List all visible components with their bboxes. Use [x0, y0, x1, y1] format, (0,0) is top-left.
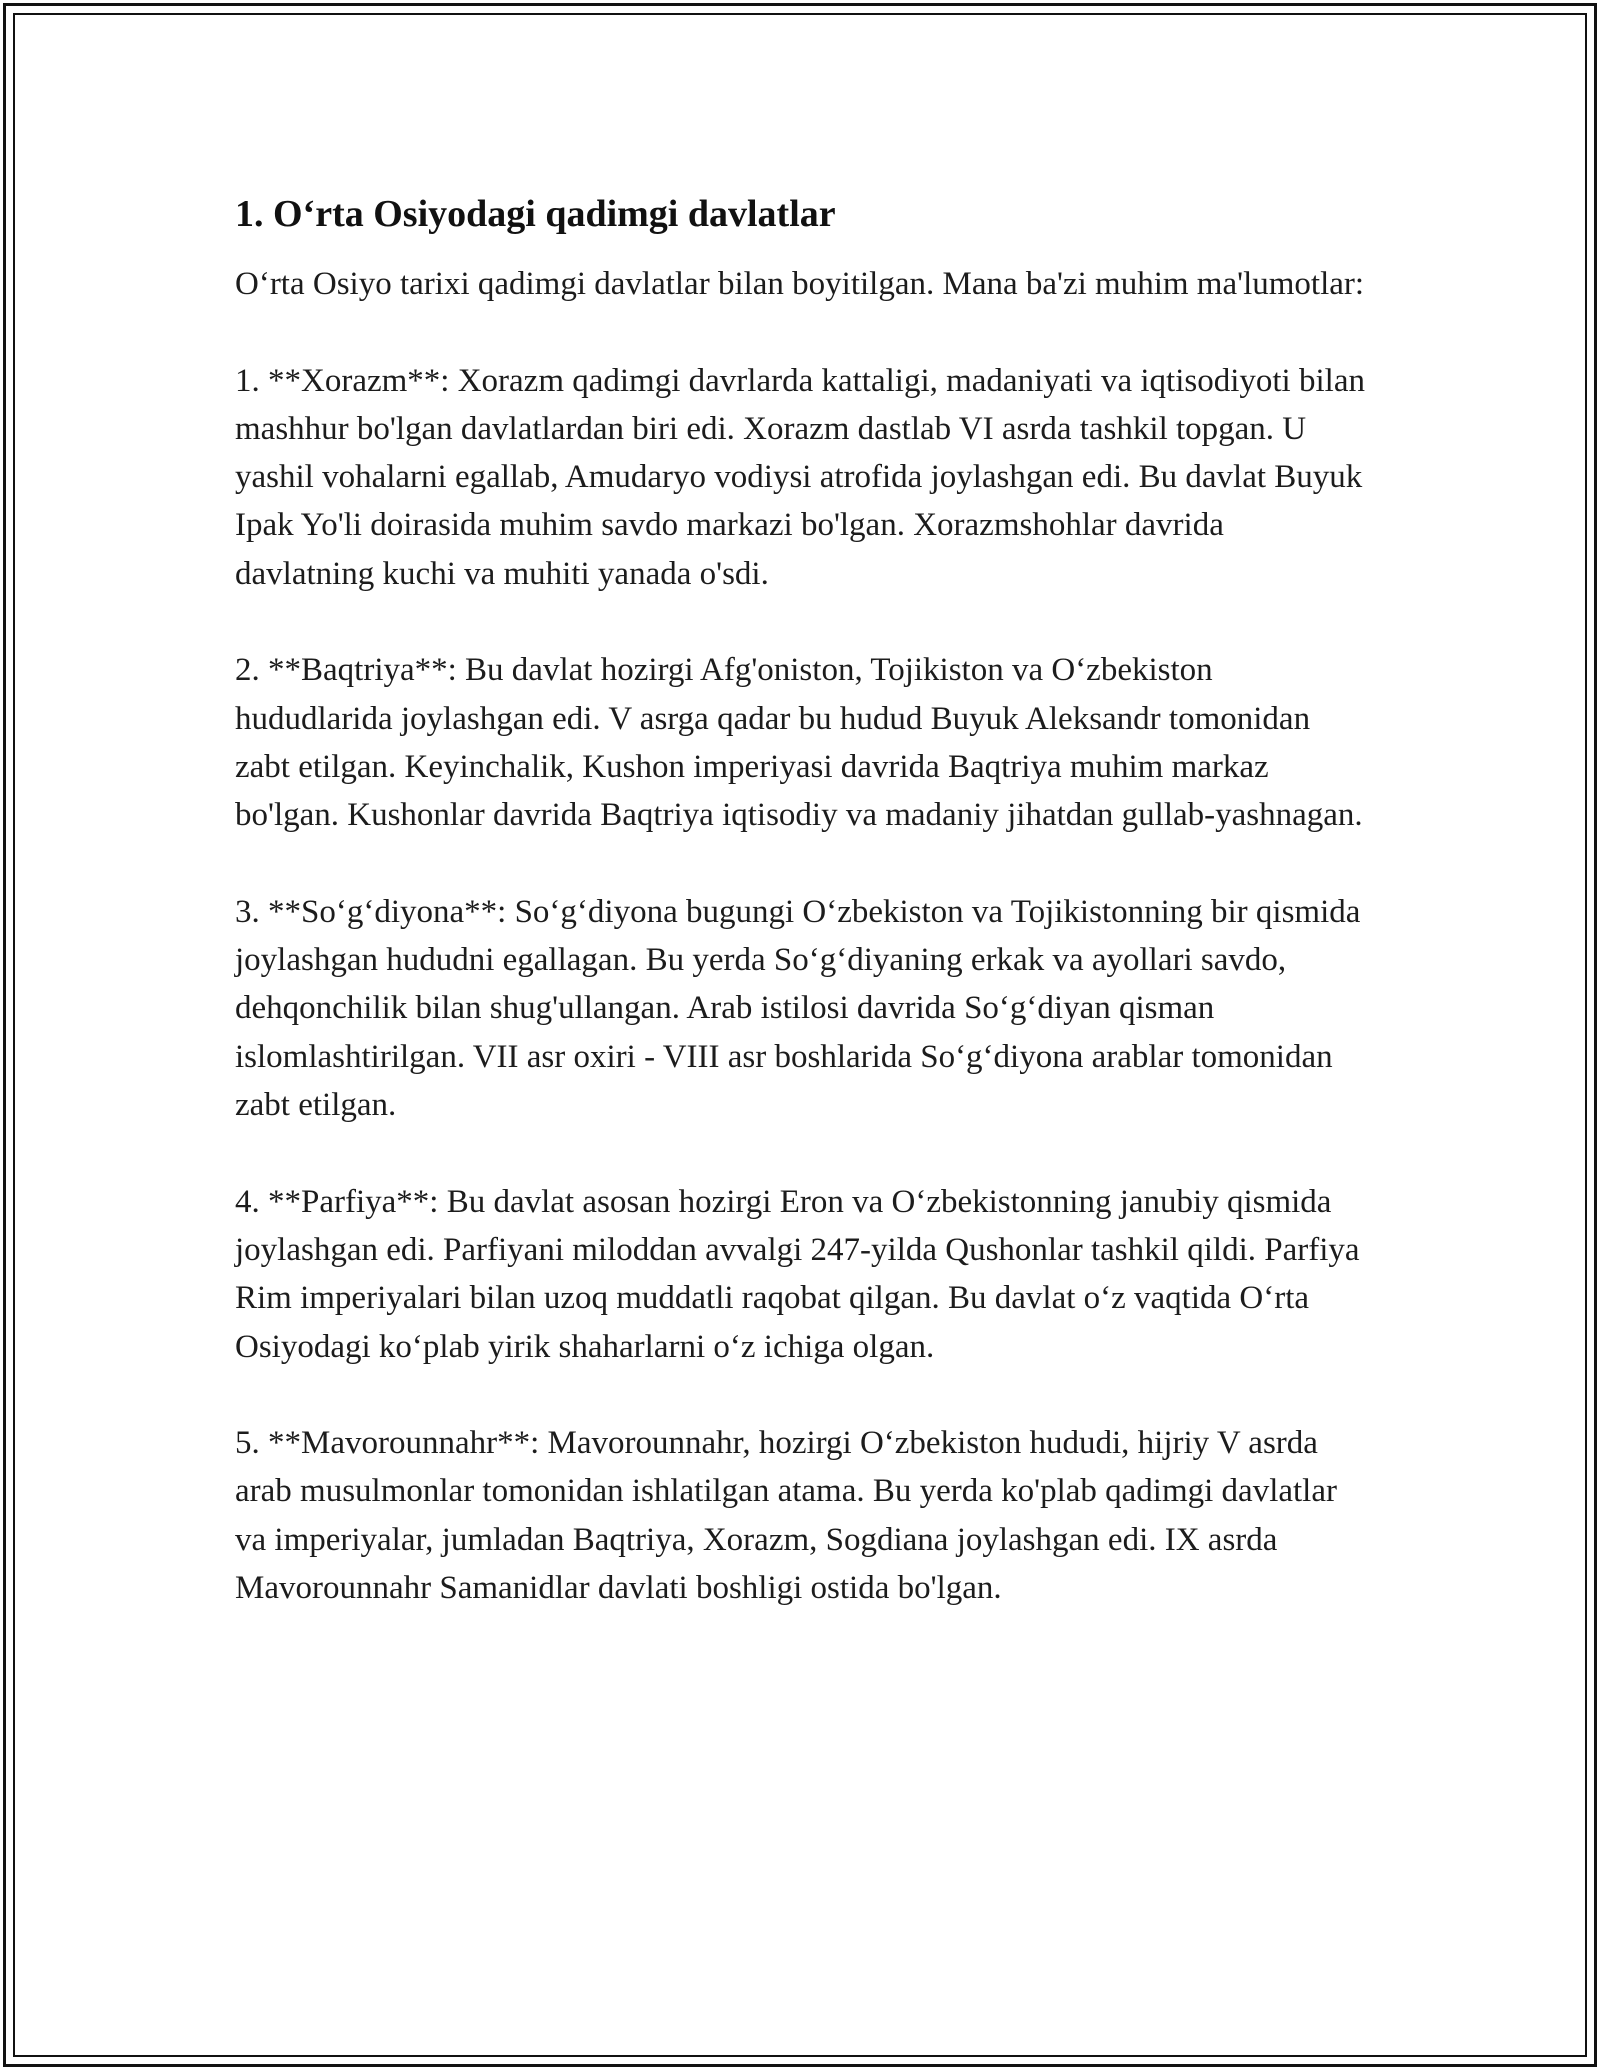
state-paragraph-baqtriya: 2. **Baqtriya**: Bu davlat hozirgi Afg'oniston, Tojikiston va O‘zbekiston hududlarida joylashgan edi. V asrga qadar bu hudud Buyuk Aleksandr tomonidan zabt etilgan. Keyinchalik, Kushon imperiyasi davrida Baqtriya muhim markaz bo'lgan. Kushonlar davrida Baqtriya iqtisodiy va madaniy jihatdan gullab-yashnagan. [235, 652, 1363, 834]
state-paragraph-xorazm: 1. **Xorazm**: Xorazm qadimgi davrlarda kattaligi, madaniyati va iqtisodiyoti bilan mashhur bo'lgan davlatlardan biri edi. Xorazm dastlab VI asrda tashkil topgan. U yashil vohalarni egallab, Amudaryo vodiysi atrofida joylashgan edi. Bu davlat Buyuk Ipak Yo'li doirasida muhim savdo markazi bo'lgan. Xorazmshohlar davrida davlatning kuchi va muhiti yanada o'sdi. [235, 362, 1365, 592]
state-paragraph-mavorounnahr: 5. **Mavorounnahr**: Mavorounnahr, hozirgi O‘zbekiston hududi, hijriy V asrda arab musulmonlar tomonidan ishlatilgan atama. Bu yerda ko'plab qadimgi davlatlar va imperiyalar, jumladan Baqtriya, Xorazm, Sogdiana joylashgan edi. IX asrda Mavorounnahr Samanidlar davlati boshligi ostida bo'lgan. [235, 1425, 1337, 1607]
intro-paragraph: O‘rta Osiyo tarixi qadimgi davlatlar bilan boyitilgan. Mana ba'zi muhim ma'lumotlar: [235, 266, 1365, 302]
state-paragraph-parfiya: 4. **Parfiya**: Bu davlat asosan hozirgi Eron va O‘zbekistonning janubiy qismida joylashgan edi. Parfiyani miloddan avvalgi 247-yilda Qushonlar tashkil qildi. Parfiya Rim imperiyalari bilan uzoq muddatli raqobat qilgan. Bu davlat o‘z vaqtida O‘rta Osiyodagi ko‘plab yirik shaharlarni o‘z ichiga olgan. [235, 1183, 1360, 1365]
document-body [235, 186, 1370, 1612]
state-paragraph-sogdiyona: 3. **So‘g‘diyona**: So‘g‘diyona bugungi O‘zbekiston va Tojikistonning bir qismida joylashgan hududni egallagan. Bu yerda So‘g‘diyaning erkak va ayollari savdo, dehqonchilik bilan shug'ullangan. Arab istilosi davrida So‘g‘diyan qisman islomlashtirilgan. VII asr oxiri - VIII asr boshlarida So‘g‘diyona arablar tomonidan zabt etilgan. [235, 893, 1361, 1124]
document-title: 1. O‘rta Osiyodagi qadimgi davlatlar [235, 193, 836, 235]
